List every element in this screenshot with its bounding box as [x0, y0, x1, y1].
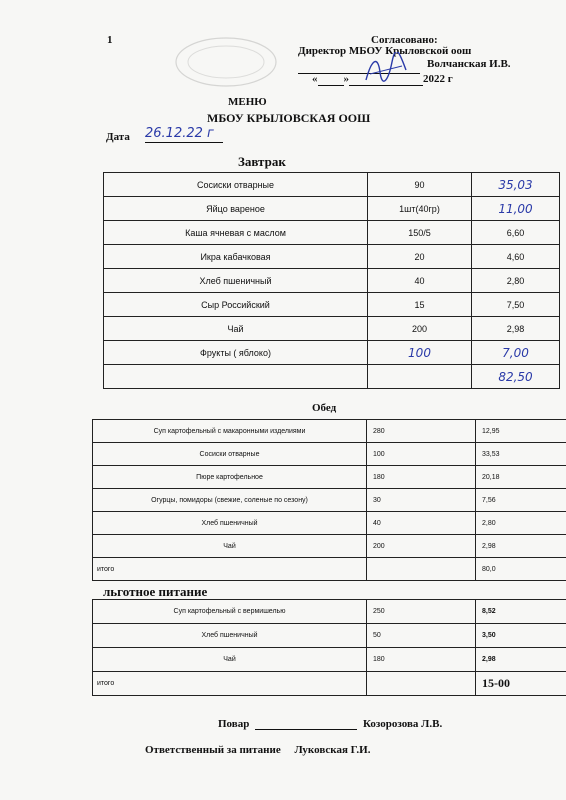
dish-price: 33,53 — [476, 443, 566, 466]
dish-name: Яйцо вареное — [104, 197, 368, 221]
director-title: Директор МБОУ Крыловской оош — [298, 45, 472, 57]
table-row-total — [93, 672, 566, 696]
stamp-mark — [174, 36, 278, 88]
dish-name: Хлеб пшеничный — [93, 512, 367, 535]
dish-name: Сосиски отварные — [93, 443, 367, 466]
table-row — [104, 269, 560, 293]
dish-price: 6,60 — [472, 221, 560, 245]
dish-portion: 100 — [368, 341, 472, 365]
lunch-table — [92, 419, 566, 581]
dish-portion: 90 — [368, 173, 472, 197]
table-row-total — [104, 365, 560, 389]
date-open-quote: « — [312, 73, 318, 85]
responsible-line — [145, 744, 370, 756]
benefit-table — [92, 599, 566, 696]
lunch-title: Обед — [312, 402, 337, 414]
date-value: 26.12.22 г — [145, 126, 223, 143]
table-row — [93, 512, 566, 535]
dish-price: 35,03 — [472, 173, 560, 197]
dish-name: Сосиски отварные — [104, 173, 368, 197]
dish-name: Каша ячневая с маслом — [104, 221, 368, 245]
dish-name: Чай — [93, 535, 367, 558]
dish-portion: 40 — [368, 269, 472, 293]
dish-price: 8,52 — [476, 600, 566, 624]
approval-year: 2022 г — [423, 73, 453, 85]
dish-price: 2,98 — [472, 317, 560, 341]
benefit-title: льготное питание — [103, 584, 208, 599]
dish-portion: 20 — [368, 245, 472, 269]
dish-name: Фрукты ( яблоко) — [104, 341, 368, 365]
school-name: МБОУ КРЫЛОВСКАЯ ООШ — [207, 111, 371, 125]
menu-title: МЕНЮ — [228, 96, 267, 108]
dish-name: Пюре картофельное — [93, 466, 367, 489]
breakfast-title: Завтрак — [238, 154, 286, 169]
dish-portion: 250 — [367, 600, 476, 624]
table-row — [93, 624, 566, 648]
table-row — [104, 173, 560, 197]
dish-name: Огурцы, помидоры (свежие, соленые по сезону) — [93, 489, 367, 512]
table-row — [104, 341, 560, 365]
approval-label: Согласовано: — [371, 34, 438, 46]
empty-cell — [104, 365, 368, 389]
dish-price: 2,80 — [472, 269, 560, 293]
dish-name: Суп картофельный с вермишелью — [93, 600, 367, 624]
dish-price: 3,50 — [476, 624, 566, 648]
dish-price: 11,00 — [472, 197, 560, 221]
dish-price: 7,00 — [472, 341, 560, 365]
table-row — [93, 648, 566, 672]
dish-price: 2,98 — [476, 535, 566, 558]
cook-signature-line — [255, 717, 357, 730]
dish-name: Хлеб пшеничный — [104, 269, 368, 293]
responsible-name: Луковская Г.И. — [294, 744, 371, 756]
lunch-total: 80,0 — [476, 558, 566, 581]
dish-portion: 100 — [367, 443, 476, 466]
dish-portion: 280 — [367, 420, 476, 443]
date-label: Дата — [106, 131, 130, 143]
signer-name: Волчанская И.В. — [427, 58, 511, 70]
dish-portion: 15 — [368, 293, 472, 317]
dish-portion: 30 — [367, 489, 476, 512]
table-row — [104, 221, 560, 245]
table-row — [93, 420, 566, 443]
empty-cell — [367, 558, 476, 581]
dish-name: Суп картофельный с макаронными изделиями — [93, 420, 367, 443]
dish-name: Икра кабачковая — [104, 245, 368, 269]
benefit-total: 15-00 — [476, 672, 566, 696]
total-label: итого — [93, 672, 367, 696]
dish-name: Сыр Российский — [104, 293, 368, 317]
table-row — [93, 600, 566, 624]
table-row — [104, 317, 560, 341]
dish-name: Чай — [104, 317, 368, 341]
dish-portion: 150/5 — [368, 221, 472, 245]
dish-price: 4,60 — [472, 245, 560, 269]
director-signature — [362, 52, 410, 86]
empty-cell — [367, 672, 476, 696]
dish-price: 20,18 — [476, 466, 566, 489]
breakfast-total: 82,50 — [472, 365, 560, 389]
dish-price: 12,95 — [476, 420, 566, 443]
page-number: 1 — [107, 34, 113, 46]
table-row — [93, 489, 566, 512]
table-row — [93, 443, 566, 466]
total-label: итого — [93, 558, 367, 581]
table-row — [104, 293, 560, 317]
table-row-total — [93, 558, 566, 581]
date-close-quote: » — [343, 73, 349, 85]
dish-portion: 50 — [367, 624, 476, 648]
dish-portion: 200 — [368, 317, 472, 341]
breakfast-table — [103, 172, 560, 389]
dish-name: Чай — [93, 648, 367, 672]
dish-portion: 180 — [367, 648, 476, 672]
dish-price: 2,80 — [476, 512, 566, 535]
dish-portion: 1шт(40гр) — [368, 197, 472, 221]
responsible-label: Ответственный за питание — [145, 744, 281, 756]
dish-price: 2,98 — [476, 648, 566, 672]
table-row — [93, 466, 566, 489]
table-row — [93, 535, 566, 558]
empty-cell — [368, 365, 472, 389]
dish-price: 7,56 — [476, 489, 566, 512]
cook-label: Повар — [218, 718, 250, 730]
dish-price: 7,50 — [472, 293, 560, 317]
table-row — [104, 197, 560, 221]
dish-portion: 180 — [367, 466, 476, 489]
table-row — [104, 245, 560, 269]
dish-portion: 200 — [367, 535, 476, 558]
dish-portion: 40 — [367, 512, 476, 535]
dish-name: Хлеб пшеничный — [93, 624, 367, 648]
cook-name: Козорозова Л.В. — [363, 718, 443, 730]
